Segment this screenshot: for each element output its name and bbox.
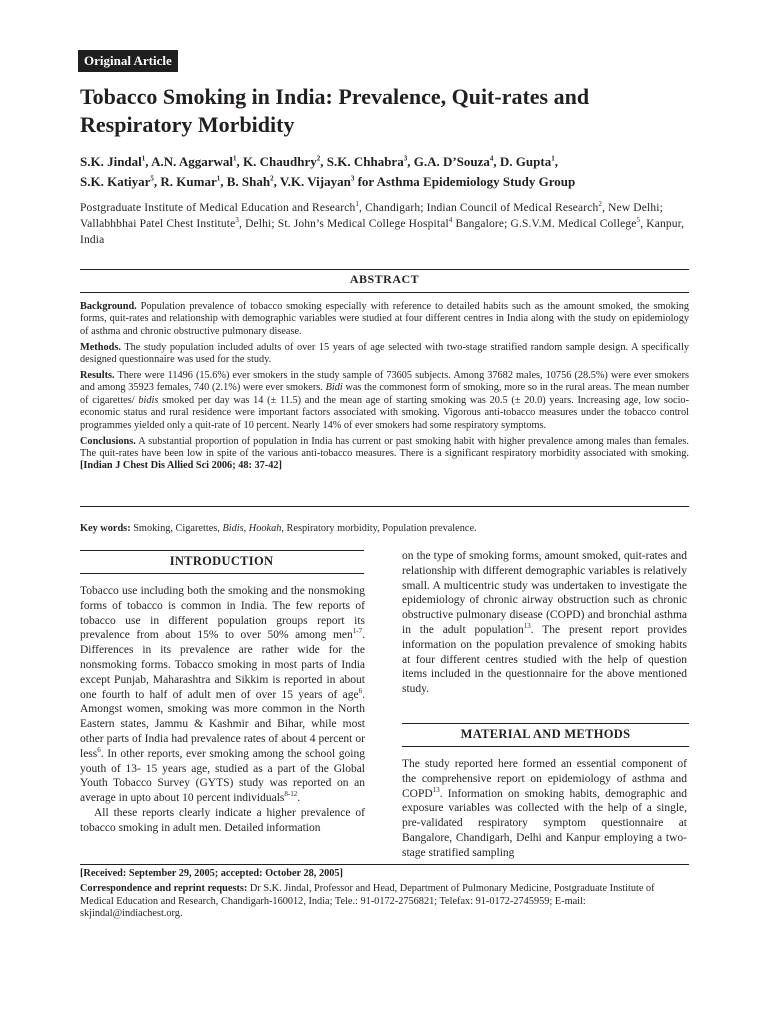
received-dates: [Received: September 29, 2005; accepted: October 28, 2005]: [80, 868, 343, 879]
abstract-background: Background. Population prevalence of tobacco smoking especially with reference to detailed habits such as the amount smoked, the smoking forms, quit-rates and relationship with demographic variables were studied at four different centres in India along with the study on epidemiology of asthma and chronic obstructive pulmonary disease.: [80, 301, 689, 337]
intro-body: [80, 584, 365, 836]
intro-paragraph-2: All these reports clearly indicate a higher prevalence of tobacco smoking in adult men. Detailed information: [80, 806, 365, 834]
affiliations: Postgraduate Institute of Medical Education and Research$^1$, Chandigarh; Indian Council of Medical Research$^2$, New Delhi; Vallabhbhai Patel Chest Institute$^3$, Delhi; St. John’s Medical College Hospital$^4$ Bangalore; G.S.V.M. Medical College$^5$, Kanpur, India: [80, 200, 685, 246]
article-title: Tobacco Smoking in India: Prevalence, Quit-rates and Respiratory Morbidity: [80, 84, 590, 137]
author: S.K. Jindal$^1$,: [80, 154, 152, 169]
methods-body: [402, 757, 687, 861]
journal-citation: [Indian J Chest Dis Allied Sci 2006; 48: 37-42]: [80, 460, 282, 472]
author-line-1: [80, 152, 700, 172]
author: V.K. Vijayan$^3$ for Asthma Epidemiology Study Group: [279, 174, 576, 189]
abstract-bottom-rule: [80, 506, 689, 507]
abstract-top-rule: [80, 269, 689, 270]
abstract-body: [80, 301, 689, 476]
intro-heading: INTRODUCTION: [169, 554, 274, 568]
correspondence: Correspondence and reprint requests: Dr S.K. Jindal, Professor and Head, Department of Pulmonary Medicine, Postgraduate Institute of Medical Education and Research, Chandigarh-160012, India; Tele.: 91-0172-2756821; Telefax: 91-0172-2745959; E-mail: skjindal@indiachest.org.: [80, 882, 655, 920]
methods-top-rule: [402, 723, 689, 724]
author: R. Kumar$^1$,: [160, 174, 227, 189]
intro-paragraph-3: on the type of smoking forms, amount smoked, quit-rates and relationship with different demographic variables is relatively small. A multicentric study was undertaken to investigate the epidemiology of chronic airway obstruction such as chronic obstructive pulmonary disease (COPD) and bronchial asthma in the adult population$^{13}$. The present report provides information on the population prevalence of smoking habits at four different centres studied with the help of question items included in the questionnaire for the above mentioned study.: [402, 550, 687, 696]
author: A.N. Aggarwal$^1$,: [151, 154, 244, 169]
methods-paragraph-1: The study reported here formed an essential component of the comprehensive report on epidemiology of asthma and COPD$^{13}$. Information on smoking habits, demographic and exposure variables was collected with the help of a single, pre-validated respiratory symptom questionnaire at Bangalore, Chandigarh, Delhi and Kanpur employing a two-stage stratified sampling: [402, 758, 687, 859]
author: K. Chaudhry$^2$,: [243, 154, 327, 169]
methods-heading: MATERIAL AND METHODS: [460, 727, 631, 741]
abstract-heading-rule: [80, 292, 689, 293]
footnotes: [80, 868, 689, 923]
abstract-heading: ABSTRACT: [349, 272, 420, 286]
author: B. Shah$^2$,: [226, 174, 280, 189]
abstract-methods: Methods. The study population included adults of over 15 years of age selected with two-stage stratified random sample design. A specifically designed questionnaire was used for the study.: [80, 341, 690, 366]
author: G.A. D’Souza$^4$,: [413, 154, 500, 169]
abstract-results: Results. There were 11496 (15.6%) ever smokers in the study sample of 73605 subjects. Among 37682 males, 10756 (28.5%) were ever smokers and among 35923 females, 740 (2.1%) were ever smokers. Bidi was the commonest form of smoking, more so in the rural areas. The mean number of cigarettes/ bidis smoked per day was 14 (± 11.5) and the mean age of starting smoking was 20.5 (± 20.0) years. Increasing age, low socio-economic status and rural residence were important factors associated with smoking. Vigorous anti-tobacco measures under the tobacco control programmes yielded only a quit-rate of 10 percent. Nearly 14% of ever smokers had some respiratory symptoms.: [80, 370, 690, 431]
intro-continued: [402, 549, 687, 697]
methods-bottom-rule: [402, 746, 689, 747]
intro-top-rule: [80, 550, 364, 551]
author-line-2: [80, 172, 700, 192]
abstract-conclusions: Conclusions. A substantial proportion of population in India has current or past smoking habit with higher prevalence among males than females. The quit-rates have been low in spite of the various anti-tobacco measures. There is a significant respiratory morbidity associated with smoking. [Indian J Chest Dis Allied Sci 2006; 48: 37-42]: [80, 435, 689, 472]
intro-paragraph-1: Tobacco use including both the smoking and the nonsmoking forms of tobacco is common in India. The few reports of tobacco use in different population groups report its prevalence from about 15% to over 50% among men$^{1-7}$. Differences in its prevalence are rather wide for the nonsmoking forms. Tobacco smoking in most parts of India except Punjab, Maharashtra and Sikkim is reported in about one fourth to half of adult men of over 15 years of age$^6$. Amongst women, smoking was more common in the North Eastern states, Jammu & Kashmir and Bihar, while most other parts of India had prevalence rates of about 4 percent or less$^6$. In other reports, ever smoking among the school going youth of 13- 15 years age, studied as a part of the Global Youth Tobacco Survey (GYTS) study was reported on an average in upto about 10 percent individuals$^{8-12}$.: [80, 585, 365, 805]
keywords: Key words: Smoking, Cigarettes, Bidis, Hookah, Respiratory morbidity, Population prevalence.: [80, 523, 477, 534]
article-type-badge: Original Article: [78, 50, 178, 72]
author: D. Gupta$^1$,: [499, 154, 558, 169]
author: S.K. Katiyar$^5$,: [80, 174, 161, 189]
intro-bottom-rule: [80, 573, 364, 574]
author: S.K. Chhabra$^3$,: [326, 154, 414, 169]
footer-rule: [80, 864, 689, 865]
author-list: [80, 152, 700, 192]
